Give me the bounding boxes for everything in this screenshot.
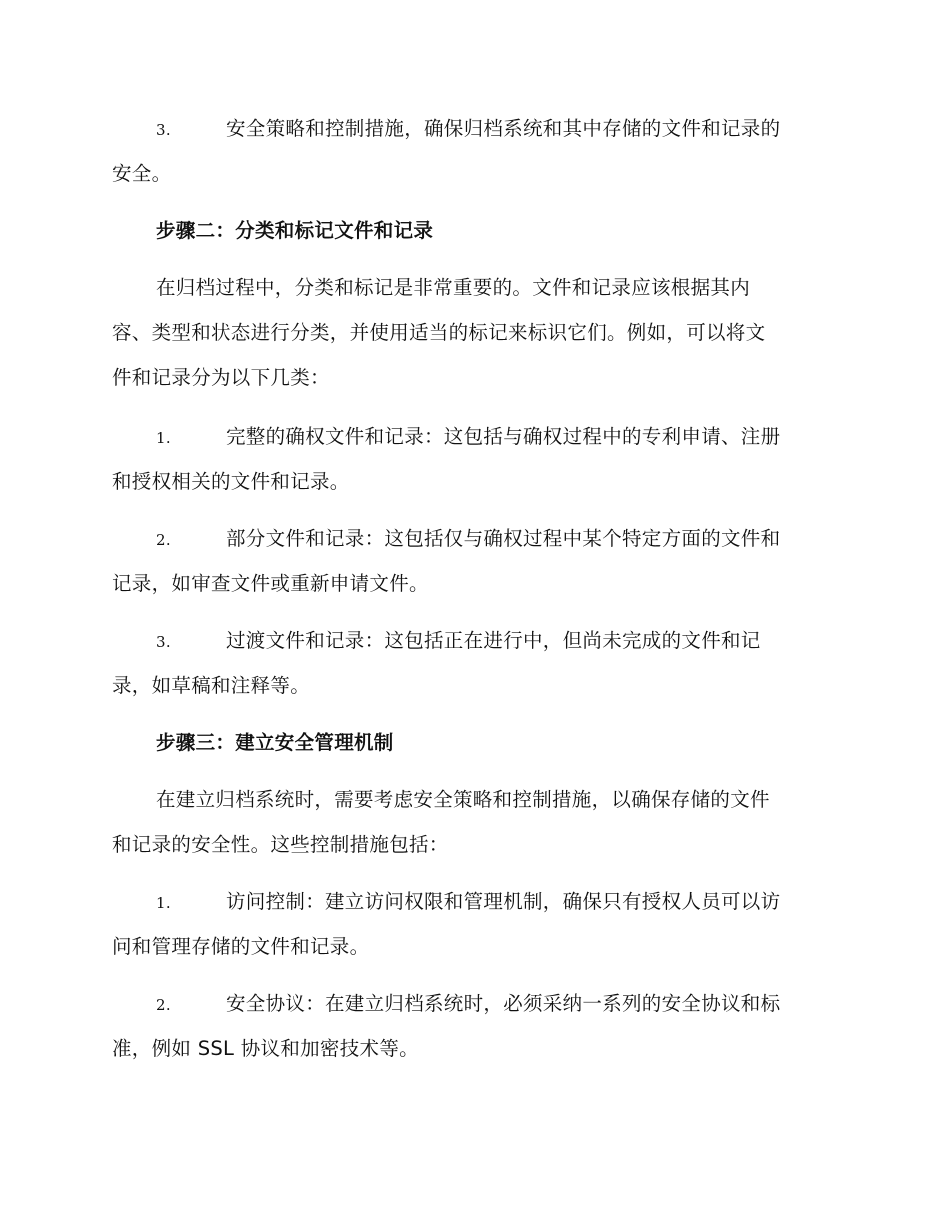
list-item-text: 完整的确权文件和记录：这包括与确权过程中的专利申请、注册 [226, 425, 781, 448]
list-item-continuation: 问和管理存储的文件和记录。 [112, 935, 370, 958]
list-item-complete-files [112, 414, 834, 504]
heading-text: 步骤二：分类和标记文件和记录 [156, 219, 434, 242]
paragraph-classification [112, 265, 834, 400]
heading-text: 步骤三：建立安全管理机制 [156, 731, 394, 754]
list-item-first-line [112, 106, 834, 151]
list-number: 3. [156, 633, 171, 651]
list-number: 2. [156, 531, 171, 549]
list-item-security-policy [112, 106, 834, 196]
paragraph-line: 件和记录分为以下几类： [112, 366, 330, 389]
paragraph-line: 在归档过程中，分类和标记是非常重要的。文件和记录应该根据其内 [156, 276, 751, 299]
list-number: 2. [156, 996, 171, 1014]
paragraph-security-mechanism [112, 777, 834, 867]
section-heading-step-two [112, 208, 834, 253]
list-item-text: 访问控制：建立访问权限和管理机制，确保只有授权人员可以访 [226, 890, 781, 913]
section-heading-step-three [112, 720, 834, 765]
list-number: 1. [156, 429, 171, 447]
list-item-text: 安全协议：在建立归档系统时，必须采纳一系列的安全协议和标 [226, 992, 781, 1015]
list-item-continuation: 录，如草稿和注释等。 [112, 674, 311, 697]
paragraph-line: 在建立归档系统时，需要考虑安全策略和控制措施，以确保存储的文件 [156, 788, 770, 811]
list-item-continuation: 和授权相关的文件和记录。 [112, 470, 350, 493]
list-item-continuation: 记录，如审查文件或重新申请文件。 [112, 572, 429, 595]
list-item-access-control [112, 879, 834, 969]
list-item-continuation: 安全。 [112, 162, 172, 185]
list-item-text: 安全策略和控制措施，确保归档系统和其中存储的文件和记录的 [226, 117, 781, 140]
paragraph-line: 和记录的安全性。这些控制措施包括： [112, 833, 449, 856]
list-number: 1. [156, 894, 171, 912]
list-item-partial-files [112, 516, 834, 606]
paragraph-line: 容、类型和状态进行分类，并使用适当的标记来标识它们。例如，可以将文 [112, 321, 766, 344]
list-item-text: 部分文件和记录：这包括仅与确权过程中某个特定方面的文件和 [226, 527, 781, 550]
list-item-transitional-files [112, 618, 834, 708]
list-item-continuation: 准，例如 SSL 协议和加密技术等。 [112, 1037, 419, 1060]
list-item-security-protocol [112, 981, 834, 1071]
list-item-text: 过渡文件和记录：这包括正在进行中，但尚未完成的文件和记 [226, 629, 761, 652]
list-number: 3. [156, 121, 171, 139]
